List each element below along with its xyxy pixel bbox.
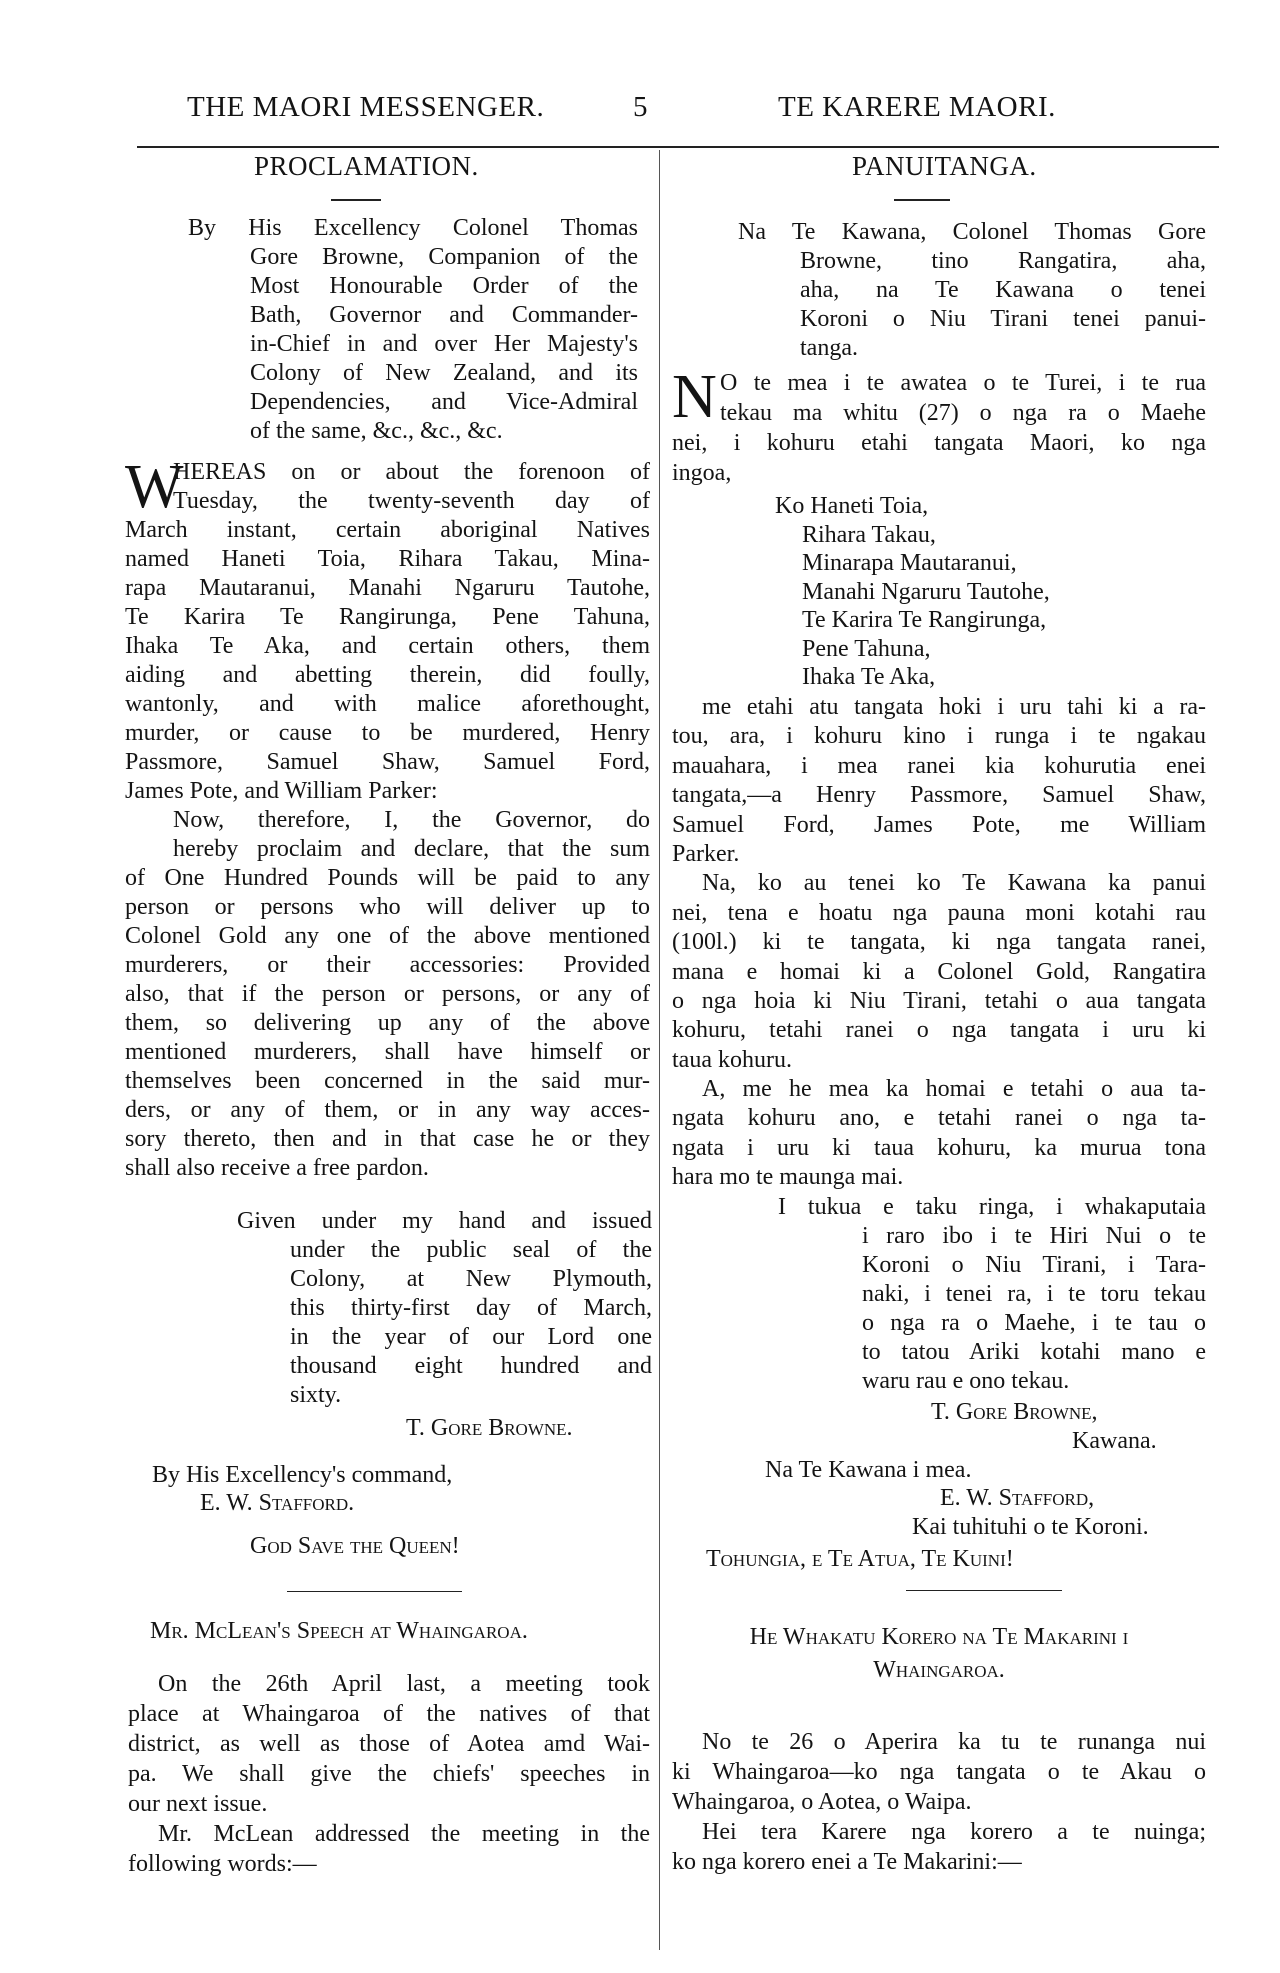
- paragraph: [128, 1669, 650, 1819]
- text-line: this thirty-first day of March,: [290, 1295, 652, 1321]
- text-line: Whaingaroa, o Aotea, o Waipa.: [672, 1789, 972, 1815]
- text-line: tekau ma whitu (27) o nga ra o Maehe: [720, 400, 1206, 426]
- paragraph: [237, 1207, 652, 1410]
- text-line: of One Hundred Pounds will be paid to any: [125, 865, 650, 891]
- panuitanga-notice: [672, 363, 1206, 488]
- text-line: ngata kohuru ano, e tetahi ranei o nga ta-: [672, 1105, 1206, 1132]
- text-line: HEREAS on or about the forenoon of: [173, 459, 650, 485]
- text-line: waru rau e ono tekau.: [862, 1368, 1070, 1394]
- column-divider: [659, 150, 660, 1950]
- masthead-maori: TE KARERE MAORI.: [778, 91, 1056, 123]
- text-line: Samuel Ford, James Pote, me William: [672, 811, 1206, 838]
- text-line: March instant, certain aboriginal Natives: [125, 517, 650, 543]
- text-line: named Haneti Toia, Rihara Takau, Mina-: [125, 546, 650, 572]
- text-line: to tatou Ariki kotahi mano e: [862, 1339, 1206, 1365]
- text-line: ko nga korero enei a Te Makarini:—: [672, 1849, 1022, 1875]
- text-line: On the 26th April last, a meeting took: [158, 1671, 650, 1697]
- proclamation-intro: [188, 214, 638, 446]
- text-line: of the same, &c., &c., &c.: [250, 418, 503, 444]
- paragraph: [672, 1075, 1206, 1193]
- paragraph: [125, 453, 650, 806]
- text-line: in-Chief in and over Her Majesty's: [250, 331, 638, 357]
- text-line: Mr. McLean addressed the meeting in the: [158, 1821, 650, 1847]
- text-line: under the public seal of the: [290, 1237, 652, 1263]
- text-line: o nga ra o Maehe, i te tau o: [862, 1310, 1206, 1336]
- text-line: tou, ara, i kohuru kino i runga i te ngakau: [672, 723, 1206, 750]
- text-line: aiding and abetting therein, did foully,: [125, 662, 650, 688]
- text-line: i raro ibo i te Hiri Nui o te: [862, 1223, 1206, 1249]
- text-line: wantonly, and with malice aforethought,: [125, 691, 650, 717]
- text-line: Given under my hand and issued: [237, 1208, 652, 1234]
- text-line: ki Whaingaroa—ko nga tangata o te Akau o: [672, 1759, 1206, 1785]
- title-dash: [894, 199, 950, 201]
- text-line: Hei tera Karere nga korero a te nuinga;: [702, 1819, 1206, 1845]
- text-line: thousand eight hundred and: [290, 1353, 652, 1379]
- paragraph: [672, 363, 1206, 488]
- text-line: I tukua e taku ringa, i whakaputaia: [778, 1194, 1206, 1220]
- names-list: [775, 492, 1195, 692]
- speech-heading-line-1: He Whakatu Korero na Te Makarini i: [749, 1624, 1129, 1650]
- text-line: me etahi atu tangata hoki i uru tahi ki a ra-: [702, 694, 1206, 720]
- text-line: ders, or any of them, or in any way acces-: [125, 1097, 650, 1123]
- text-line: nei, i kohuru etahi tangata Maori, ko nga: [672, 430, 1206, 456]
- page-number: 5: [633, 91, 648, 123]
- text-line: murder, or cause to be murdered, Henry: [125, 720, 650, 746]
- text-line: pa. We shall give the chiefs' speeches in: [128, 1761, 650, 1787]
- text-line: Na Te Kawana, Colonel Thomas Gore: [738, 219, 1206, 245]
- proclamation-title: PROCLAMATION.: [254, 151, 479, 181]
- proclamation-given: [237, 1207, 652, 1410]
- text-line: in the year of our Lord one: [290, 1324, 652, 1350]
- paragraph: [778, 1193, 1206, 1396]
- text-line: Gore Browne, Companion of the: [250, 244, 638, 270]
- text-line: mana e homai ki a Colonel Gold, Rangatira: [672, 958, 1206, 985]
- text-line: Ihaka Te Aka,: [802, 664, 936, 690]
- text-line: Minarapa Mautaranui,: [802, 550, 1017, 576]
- drop-cap: N: [672, 363, 717, 431]
- text-line: Passmore, Samuel Shaw, Samuel Ford,: [125, 749, 650, 775]
- proclamation-body: [125, 453, 650, 1183]
- text-line: person or persons who will deliver up to: [125, 894, 650, 920]
- text-line: ingoa,: [672, 460, 732, 486]
- section-rule: [906, 1590, 1062, 1591]
- text-line: aha, na Te Kawana o tenei: [800, 277, 1206, 303]
- paragraph: [188, 214, 638, 446]
- text-line: ngata i uru ki taua kohuru, ka murua tona: [672, 1134, 1206, 1161]
- secretary: E. W. Stafford.: [200, 1490, 355, 1516]
- text-line: murderers, or their accessories: Provided: [125, 952, 650, 978]
- paragraph: [672, 869, 1206, 1075]
- text-line: Ko Haneti Toia,: [775, 493, 929, 519]
- text-line: Manahi Ngaruru Tautohe,: [802, 578, 1050, 605]
- panuitanga-body: [672, 693, 1206, 1193]
- god-save-queen: God Save the Queen!: [250, 1533, 460, 1559]
- panuitanga-intro: [738, 218, 1206, 363]
- text-line: our next issue.: [128, 1791, 268, 1817]
- text-line: hereby proclaim and declare, that the sum: [173, 836, 650, 862]
- paragraph: [672, 1817, 1206, 1877]
- text-line: Pene Tahuna,: [802, 635, 931, 662]
- text-line: mauahara, i mea ranei kia kohurutia enei: [672, 752, 1206, 779]
- text-line: themselves been concerned in the said mur-: [125, 1068, 650, 1094]
- text-line: nei, tena e hoatu nga pauna moni kotahi rau: [672, 899, 1206, 926]
- text-line: Ihaka Te Aka, and certain others, them: [125, 633, 650, 659]
- text-line: No te 26 o Aperira ka tu te runanga nui: [702, 1729, 1206, 1755]
- text-line: place at Whaingaroa of the natives of that: [128, 1701, 650, 1727]
- text-line: kohuru, tetahi ranei o nga tangata i uru ki: [672, 1017, 1206, 1044]
- signature-title: Kawana.: [1072, 1428, 1157, 1454]
- text-line: district, as well as those of Aotea amd Wai-: [128, 1731, 650, 1757]
- secretary: E. W. Stafford,: [940, 1485, 1095, 1511]
- paragraph: [125, 806, 650, 1183]
- masthead-english: THE MAORI MESSENGER.: [187, 91, 545, 123]
- text-line: Te Karira Te Rangirunga,: [802, 607, 1047, 633]
- text-line: mentioned murderers, shall have himself or: [125, 1039, 650, 1065]
- text-line: naki, i tenei ra, i te toru tekau: [862, 1281, 1206, 1307]
- panuitanga-given: [778, 1193, 1206, 1396]
- text-line: Tuesday, the twenty-seventh day of: [173, 488, 650, 514]
- text-line: Parker.: [672, 840, 740, 867]
- text-line: A, me he mea ka homai e tetahi o aua ta-: [702, 1076, 1206, 1103]
- secretary-title: Kai tuhituhi o te Koroni.: [912, 1514, 1149, 1540]
- text-line: Na, ko au tenei ko Te Kawana ka panui: [702, 870, 1206, 897]
- text-line: shall also receive a free pardon.: [125, 1155, 429, 1181]
- paragraph: [738, 218, 1206, 363]
- text-line: hara mo te maunga mai.: [672, 1164, 904, 1191]
- text-line: sory thereto, then and in that case he or they: [125, 1126, 650, 1152]
- text-line: Most Honourable Order of the: [250, 273, 638, 299]
- signature: T. Gore Browne,: [931, 1399, 1098, 1425]
- speech-body: [128, 1669, 650, 1879]
- paragraph: [672, 693, 1206, 869]
- text-line: Dependencies, and Vice-Admiral: [250, 389, 638, 415]
- text-line: taua kohuru.: [672, 1046, 792, 1073]
- text-line: James Pote, and William Parker:: [125, 778, 438, 804]
- text-line: Browne, tino Rangatira, aha,: [800, 248, 1206, 274]
- section-rule: [287, 1591, 462, 1592]
- text-line: sixty.: [290, 1382, 342, 1408]
- paragraph: [128, 1819, 650, 1879]
- text-line: o nga hoia ki Niu Tirani, tetahi o aua tangata: [672, 987, 1206, 1014]
- header-rule: [137, 146, 1219, 148]
- text-line: Colony of New Zealand, and its: [250, 360, 638, 386]
- text-line: Te Karira Te Rangirunga, Pene Tahuna,: [125, 604, 650, 630]
- text-line: rapa Mautaranui, Manahi Ngaruru Tautohe,: [125, 575, 650, 601]
- paragraph: [775, 492, 1195, 692]
- text-line: also, that if the person or persons, or any of: [125, 981, 650, 1007]
- paragraph: [672, 1727, 1206, 1817]
- speech-body: [672, 1727, 1206, 1877]
- text-line: tanga.: [800, 335, 858, 361]
- text-line: Now, therefore, I, the Governor, do: [173, 807, 650, 833]
- command-line: Na Te Kawana i mea.: [765, 1457, 972, 1483]
- signature: T. Gore Browne.: [406, 1415, 573, 1441]
- god-save-queen: Tohungia, e Te Atua, Te Kuini!: [706, 1546, 1014, 1572]
- text-line: O te mea i te awatea o te Turei, i te rua: [720, 370, 1206, 396]
- text-line: following words:—: [128, 1851, 317, 1877]
- speech-heading-line-2: Whaingaroa.: [873, 1657, 1005, 1683]
- text-line: Colony, at New Plymouth,: [290, 1266, 652, 1292]
- text-line: Koroni o Niu Tirani tenei panui-: [800, 306, 1206, 332]
- title-dash: [331, 199, 381, 201]
- command-line: By His Excellency's command,: [152, 1462, 453, 1488]
- text-line: them, so delivering up any of the above: [125, 1010, 650, 1036]
- text-line: Colonel Gold any one of the above mentioned: [125, 923, 650, 949]
- text-line: Koroni o Niu Tirani, i Tara-: [862, 1252, 1206, 1278]
- panuitanga-title: PANUITANGA.: [852, 151, 1037, 181]
- drop-cap: W: [125, 453, 184, 521]
- text-line: Bath, Governor and Commander-: [250, 302, 638, 328]
- speech-heading: Mr. McLean's Speech at Whaingaroa.: [150, 1618, 528, 1644]
- text-line: (100l.) ki te tangata, ki nga tangata ranei,: [672, 929, 1206, 956]
- text-line: Rihara Takau,: [802, 521, 936, 548]
- text-line: tangata,—a Henry Passmore, Samuel Shaw,: [672, 782, 1206, 809]
- text-line: By His Excellency Colonel Thomas: [188, 215, 638, 241]
